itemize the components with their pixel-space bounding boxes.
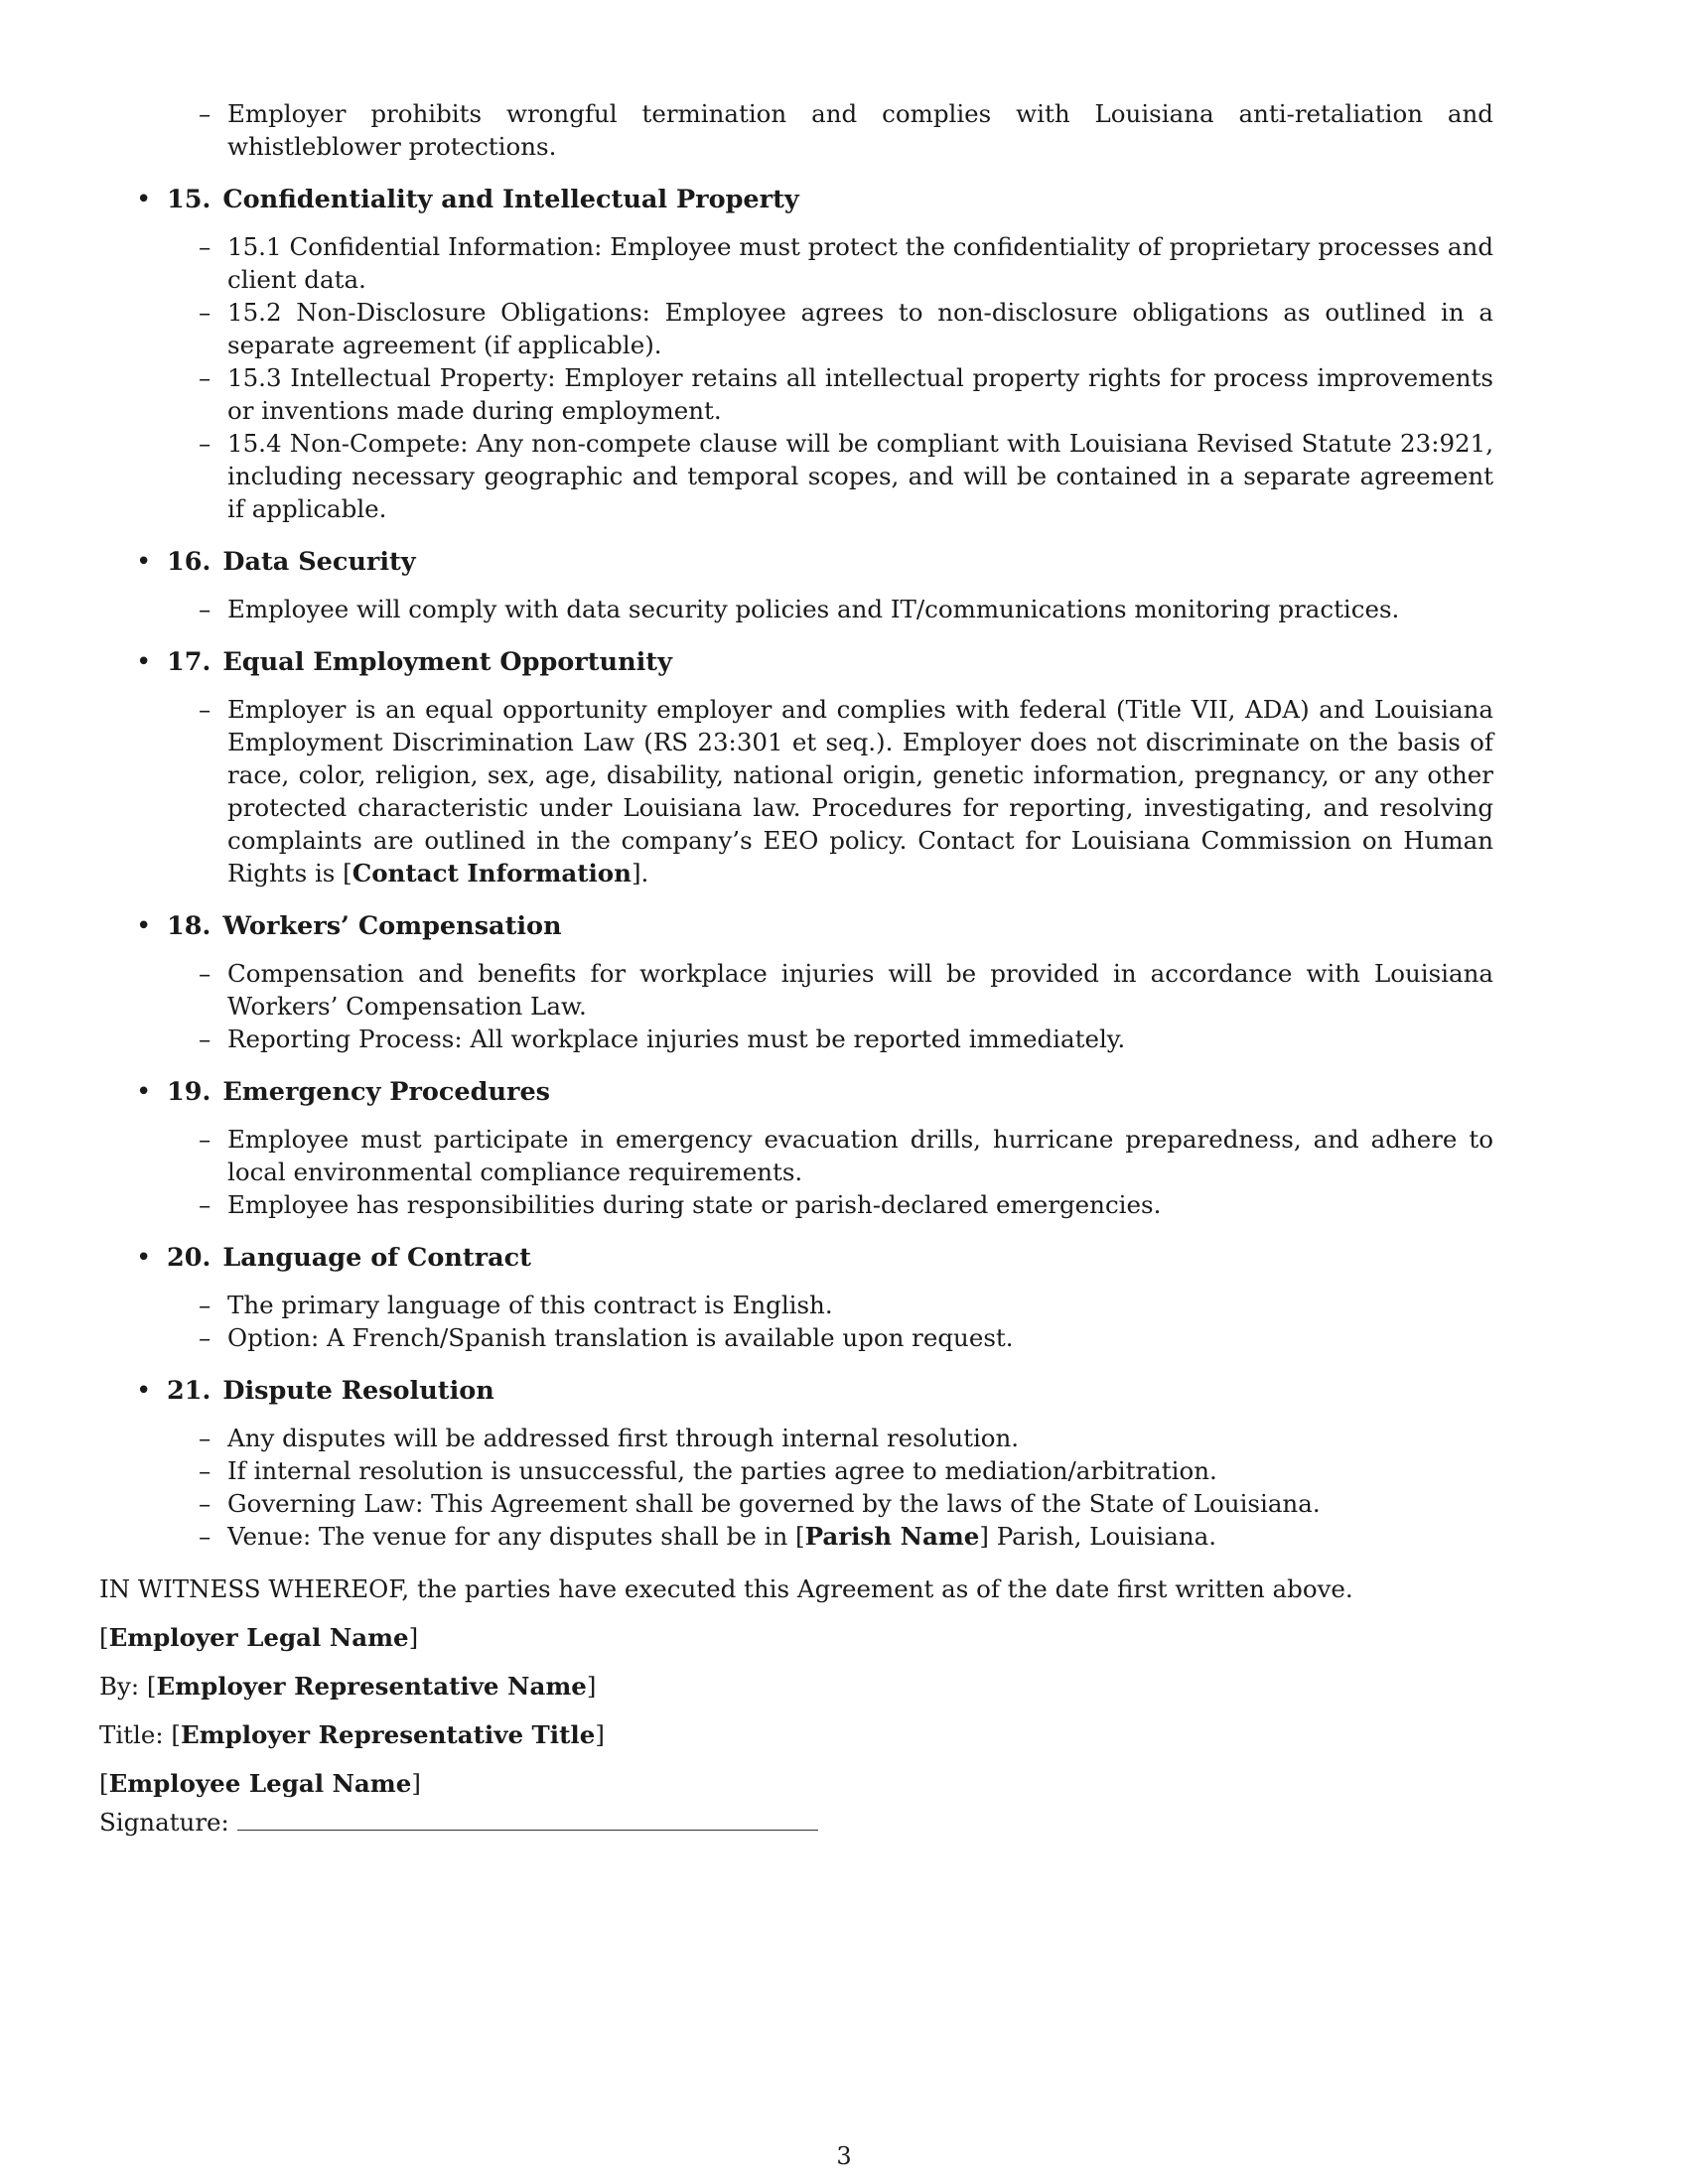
dash-marker: – xyxy=(199,1489,211,1518)
dash-marker: – xyxy=(199,99,211,128)
list-item xyxy=(99,1023,1589,1055)
section-title: 17. Equal Employment Opportunity xyxy=(167,647,672,677)
item-text: Venue: The venue for any disputes shall be in [ xyxy=(227,1522,805,1551)
list-item xyxy=(99,296,1589,361)
dash-marker: – xyxy=(199,1291,211,1319)
section-title: 16. Data Security xyxy=(167,547,416,577)
list-item xyxy=(99,1454,1589,1487)
list-item xyxy=(99,1321,1589,1354)
item-text: Employee will comply with data security policies and IT/communications monitoring practices. xyxy=(227,595,1400,623)
section-title: 15. Confidentiality and Intellectual Property xyxy=(167,185,799,214)
item-text-end: ]. xyxy=(631,859,649,887)
item-text: Governing Law: This Agreement shall be governed by the laws of the State of Louisiana. xyxy=(227,1489,1321,1518)
list-item xyxy=(99,1188,1589,1221)
list-item xyxy=(99,1422,1589,1454)
list-item xyxy=(99,427,1589,525)
placeholder-parish-name: Parish Name xyxy=(804,1522,980,1551)
dash-marker: – xyxy=(199,1522,211,1551)
employer-representative-name: By: [Employer Representative Name] xyxy=(99,1672,597,1701)
employer-legal-name: [Employer Legal Name] xyxy=(99,1623,419,1652)
list-item xyxy=(99,957,1589,1023)
list-item xyxy=(99,230,1589,296)
dash-marker: – xyxy=(199,298,211,327)
dash-marker: – xyxy=(199,959,211,988)
item-text: Compensation and benefits for workplace injuries will be provided in accordance with Louisiana Workers’ Compensation Law. xyxy=(227,959,1493,1021)
list-item xyxy=(99,361,1589,427)
list-item xyxy=(99,1520,1589,1553)
dash-marker: – xyxy=(199,1024,211,1053)
list-item xyxy=(99,97,1589,163)
dash-marker: – xyxy=(199,429,211,458)
dash-marker: – xyxy=(199,1424,211,1452)
section-16 xyxy=(99,545,1589,625)
list-item xyxy=(99,693,1589,889)
item-text: Option: A French/Spanish translation is available upon request. xyxy=(227,1323,1014,1352)
item-text: Employer is an equal opportunity employer and complies with federal (Title VII, ADA) and Louisiana Employment Discrimination Law (RS 23:301 et seq.). Employer does not discriminate on the basis of race, color, religion, sex, age, disability, national origin, genetic information, pregnancy, or any other protected characteristic under Louisiana law. Procedures for reporting, investigating, and resolving complaints are outlined in the company’s EEO policy. Contact for Louisiana Commission on Human Rights is [ xyxy=(227,695,1493,887)
item-text: Any disputes will be addressed first through internal resolution. xyxy=(227,1424,1020,1452)
bullet-marker: • xyxy=(136,911,152,941)
dash-marker: – xyxy=(199,1125,211,1154)
bullet-marker: • xyxy=(136,547,152,577)
bullet-marker: • xyxy=(136,1243,152,1273)
list-item xyxy=(99,593,1589,625)
list-item xyxy=(99,1487,1589,1520)
section-title: 20. Language of Contract xyxy=(167,1243,531,1273)
section-15 xyxy=(99,183,1589,525)
signature-label: Signature: xyxy=(99,1808,229,1837)
bullet-marker: • xyxy=(136,185,152,214)
item-text: 15.3 Intellectual Property: Employer retains all intellectual property rights for process improvements or inventions made during employment. xyxy=(227,363,1493,425)
continuation-list xyxy=(99,97,1589,163)
witness-statement: IN WITNESS WHEREOF, the parties have executed this Agreement as of the date first written above. xyxy=(99,1574,1353,1603)
item-text-end: ] Parish, Louisiana. xyxy=(979,1522,1216,1551)
placeholder-contact-information: Contact Information xyxy=(352,859,632,887)
item-text: Reporting Process: All workplace injuries must be reported immediately. xyxy=(227,1024,1126,1053)
section-19 xyxy=(99,1075,1589,1221)
dash-marker: – xyxy=(199,232,211,261)
item-text: If internal resolution is unsuccessful, the parties agree to mediation/arbitration. xyxy=(227,1456,1217,1485)
dash-marker: – xyxy=(199,595,211,623)
section-title: 18. Workers’ Compensation xyxy=(167,911,562,941)
list-item xyxy=(99,1123,1589,1188)
section-title: 19. Emergency Procedures xyxy=(167,1077,551,1107)
employer-representative-title: Title: [Employer Representative Title] xyxy=(99,1720,605,1749)
item-text: The primary language of this contract is English. xyxy=(227,1291,833,1319)
dash-marker: – xyxy=(199,1456,211,1485)
dash-marker: – xyxy=(199,695,211,724)
bullet-marker: • xyxy=(136,647,152,677)
section-18 xyxy=(99,909,1589,1055)
dash-marker: – xyxy=(199,1190,211,1219)
signature-line[interactable] xyxy=(237,1808,818,1831)
item-text: 15.1 Confidential Information: Employee must protect the confidentiality of proprietary processes and client data. xyxy=(227,232,1493,294)
item-text: Employee must participate in emergency evacuation drills, hurricane preparedness, and adhere to local environmental compliance requirements. xyxy=(227,1125,1493,1186)
section-17 xyxy=(99,645,1589,889)
dash-marker: – xyxy=(199,363,211,392)
bullet-marker: • xyxy=(136,1077,152,1107)
dash-marker: – xyxy=(199,1323,211,1352)
bullet-marker: • xyxy=(136,1376,152,1406)
item-text: Employer prohibits wrongful termination and complies with Louisiana anti-retaliation and whistleblower protections. xyxy=(227,99,1493,161)
section-21 xyxy=(99,1374,1589,1553)
section-20 xyxy=(99,1241,1589,1354)
section-title: 21. Dispute Resolution xyxy=(167,1376,494,1406)
employee-legal-name: [Employee Legal Name] xyxy=(99,1769,421,1798)
item-text: 15.4 Non-Compete: Any non-compete clause will be compliant with Louisiana Revised Statute 23:921, including necessary geographic and temporal scopes, and will be contained in a separate agreement if applicable. xyxy=(227,429,1493,523)
item-text: Employee has responsibilities during state or parish-declared emergencies. xyxy=(227,1190,1162,1219)
page-number: 3 xyxy=(836,2142,852,2170)
signature-row xyxy=(99,1806,1589,1839)
document-page xyxy=(99,97,1589,1854)
item-text: 15.2 Non-Disclosure Obligations: Employee agrees to non-disclosure obligations as outlined in a separate agreement (if applicable). xyxy=(227,298,1493,359)
list-item xyxy=(99,1289,1589,1321)
